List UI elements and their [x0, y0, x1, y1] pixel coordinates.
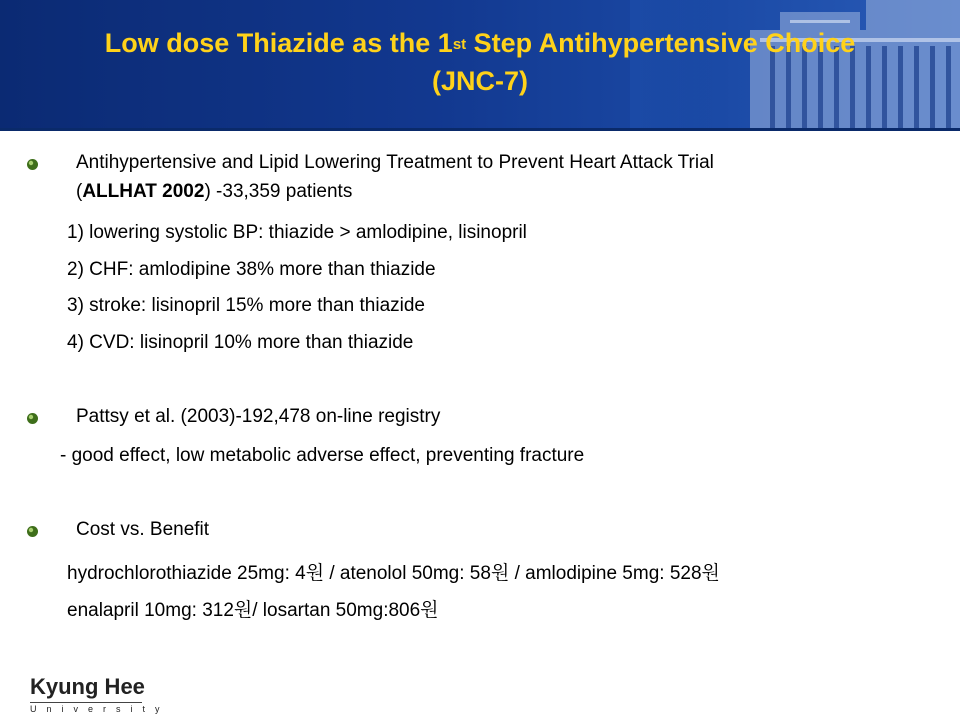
slide-title: Low dose Thiazide as the 1st Step Antihypertensive Choice (JNC-7) — [104, 28, 856, 96]
logo-name: Kyung Hee — [30, 674, 145, 699]
header-divider — [0, 128, 960, 131]
bullet-allhat-line1: Antihypertensive and Lipid Lowering Treatment to Prevent Heart Attack Trial — [76, 152, 714, 173]
bullet-icon — [26, 525, 39, 538]
allhat-item-1: 1) lowering systolic BP: thiazide > amlodipine, lisinopril — [67, 222, 527, 243]
cost-line-2: enalapril 10mg: 312원/ losartan 50mg:806원 — [67, 600, 439, 621]
bullet-allhat-line2: (ALLHAT 2002) -33,359 patients — [76, 181, 353, 202]
allhat-item-4: 4) CVD: lisinopril 10% more than thiazide — [67, 332, 414, 353]
bullet-icon — [26, 412, 39, 425]
university-logo — [30, 674, 170, 714]
bullet-pattsy: Pattsy et al. (2003)-192,478 on-line registry — [76, 406, 441, 427]
logo-sub: University — [30, 704, 170, 714]
allhat-item-3: 3) stroke: lisinopril 15% more than thiazide — [67, 295, 426, 316]
logo-rule — [30, 702, 142, 703]
bullet-cost: Cost vs. Benefit — [76, 519, 210, 540]
pattsy-detail: - good effect, low metabolic adverse effect, preventing fracture — [60, 445, 585, 466]
cost-line-1: hydrochlorothiazide 25mg: 4원 / atenolol 50mg: 58원 / amlodipine 5mg: 528원 — [67, 563, 720, 584]
slide-header — [0, 0, 960, 128]
allhat-item-2: 2) CHF: amlodipine 38% more than thiazide — [67, 259, 436, 280]
bullet-icon — [26, 158, 39, 171]
